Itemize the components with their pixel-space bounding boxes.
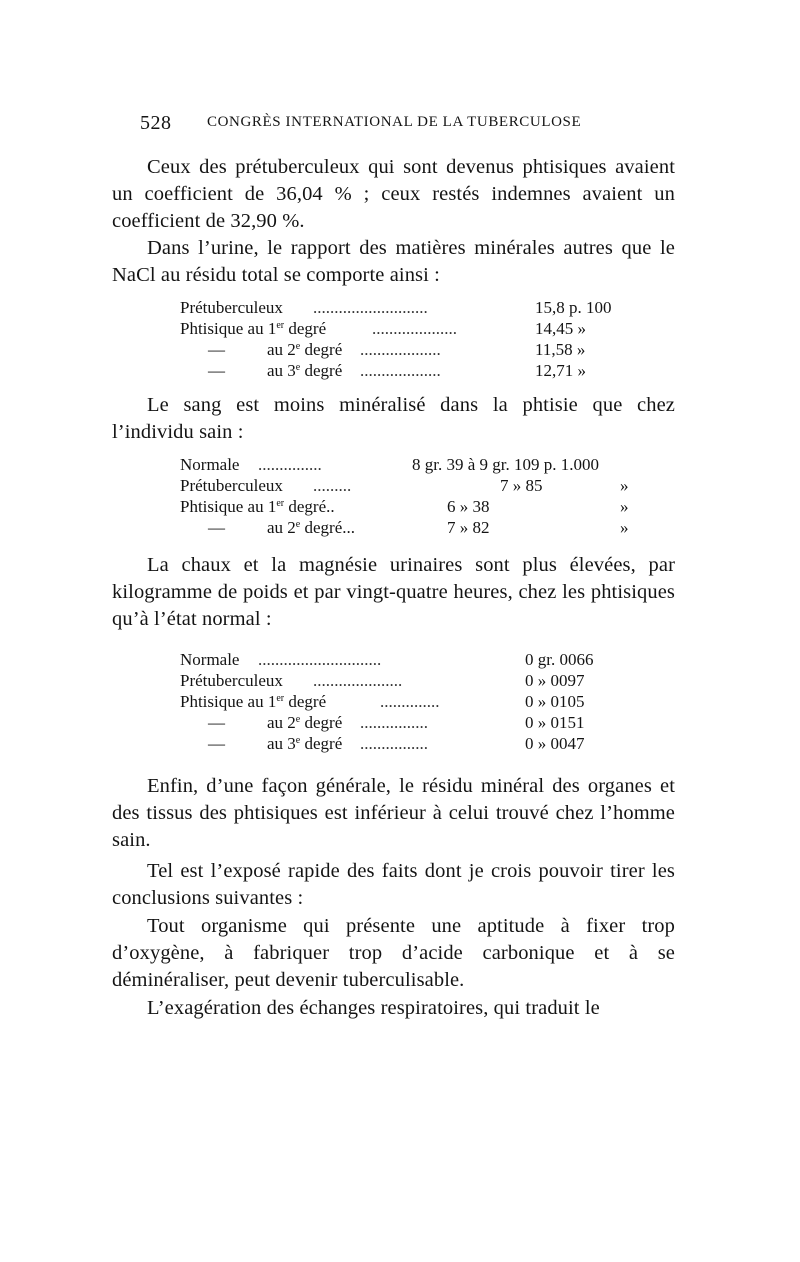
page-number: 528 (140, 112, 172, 134)
dot-leader: ................... (360, 361, 441, 380)
dot-leader: ................ (360, 734, 428, 753)
paragraph-3: Le sang est moins minéralisé dans la phtisie que chez l’individu sain : (112, 394, 675, 443)
dot-leader: ........................... (313, 298, 428, 317)
row-label: au 3e degré (267, 734, 343, 753)
row-value: 14,45 » (535, 319, 586, 338)
row-label: Normale (180, 455, 240, 474)
row-value: 7 » 82 (447, 518, 490, 537)
row-value: 0 » 0105 (525, 692, 585, 711)
row-label: Prétuberculeux (180, 671, 283, 690)
dot-leader: ............................. (258, 650, 382, 669)
row-label: au 2e degré (267, 340, 343, 359)
paragraph-8: L’exagération des échanges respiratoires, qui traduit le (147, 997, 600, 1019)
dot-leader: ......... (313, 476, 352, 495)
ditto-dash: — (208, 361, 225, 380)
row-value: 7 » 85 (500, 476, 543, 495)
row-value: 15,8 p. 100 (535, 298, 612, 317)
ditto-mark: » (620, 476, 629, 495)
row-label: Phtisique au 1er degré (180, 319, 327, 338)
row-value: 0 » 0097 (525, 671, 585, 690)
row-value: 0 » 0047 (525, 734, 585, 753)
dot-leader: .............. (380, 692, 440, 711)
row-value: 0 gr. 0066 (525, 650, 594, 669)
dot-leader: ................... (360, 340, 441, 359)
paragraph-5: Enfin, d’une façon générale, le résidu minéral des organes et des tissus des phtisiques est inférieur à celui trouvé chez l’homme sain. (112, 775, 675, 851)
row-value: 0 » 0151 (525, 713, 585, 732)
ditto-dash: — (208, 340, 225, 359)
dot-leader: ................ (360, 713, 428, 732)
ditto-mark: » (620, 518, 629, 537)
dot-leader: ............... (258, 455, 322, 474)
dot-leader: ..................... (313, 671, 403, 690)
row-label: Prétuberculeux (180, 476, 283, 495)
paragraph-7: Tout organisme qui présente une aptitude à fixer trop d’oxygène, à fabriquer trop d’acide carbonique et à se déminéraliser, peut devenir tuberculisable. (112, 915, 675, 991)
row-value: 6 » 38 (447, 497, 490, 516)
row-label: au 2e degré (267, 713, 343, 732)
ditto-dash: — (208, 734, 225, 753)
paragraph-6: Tel est l’exposé rapide des faits dont je crois pouvoir tirer les conclusions suivantes : (112, 860, 675, 909)
row-label: Normale (180, 650, 240, 669)
paragraph-2: Dans l’urine, le rapport des matières minérales autres que le NaCl au résidu total se comporte ainsi : (112, 237, 675, 286)
paragraph-4: La chaux et la magnésie urinaires sont plus élevées, par kilogramme de poids et par vingt-quatre heures, chez les phtisiques qu’à l’état normal : (112, 554, 675, 630)
row-label: au 3e degré (267, 361, 343, 380)
row-value: 11,58 » (535, 340, 586, 359)
row-label: Prétuberculeux (180, 298, 283, 317)
row-value: 8 gr. 39 à 9 gr. 109 p. 1.000 (412, 455, 599, 474)
row-label: au 2e degré... (267, 518, 356, 537)
ditto-dash: — (208, 713, 225, 732)
paragraph-1: Ceux des prétuberculeux qui sont devenus phtisiques avaient un coefficient de 36,04 % ; ceux restés indemnes avaient un coefficient de 32,90 %. (112, 156, 675, 232)
dot-leader: .................... (372, 319, 457, 338)
row-label: Phtisique au 1er degré.. (180, 497, 335, 516)
row-label: Phtisique au 1er degré (180, 692, 327, 711)
ditto-mark: » (620, 497, 629, 516)
running-title: CONGRÈS INTERNATIONAL DE LA TUBERCULOSE (207, 114, 582, 130)
row-value: 12,71 » (535, 361, 586, 380)
ditto-dash: — (208, 518, 225, 537)
